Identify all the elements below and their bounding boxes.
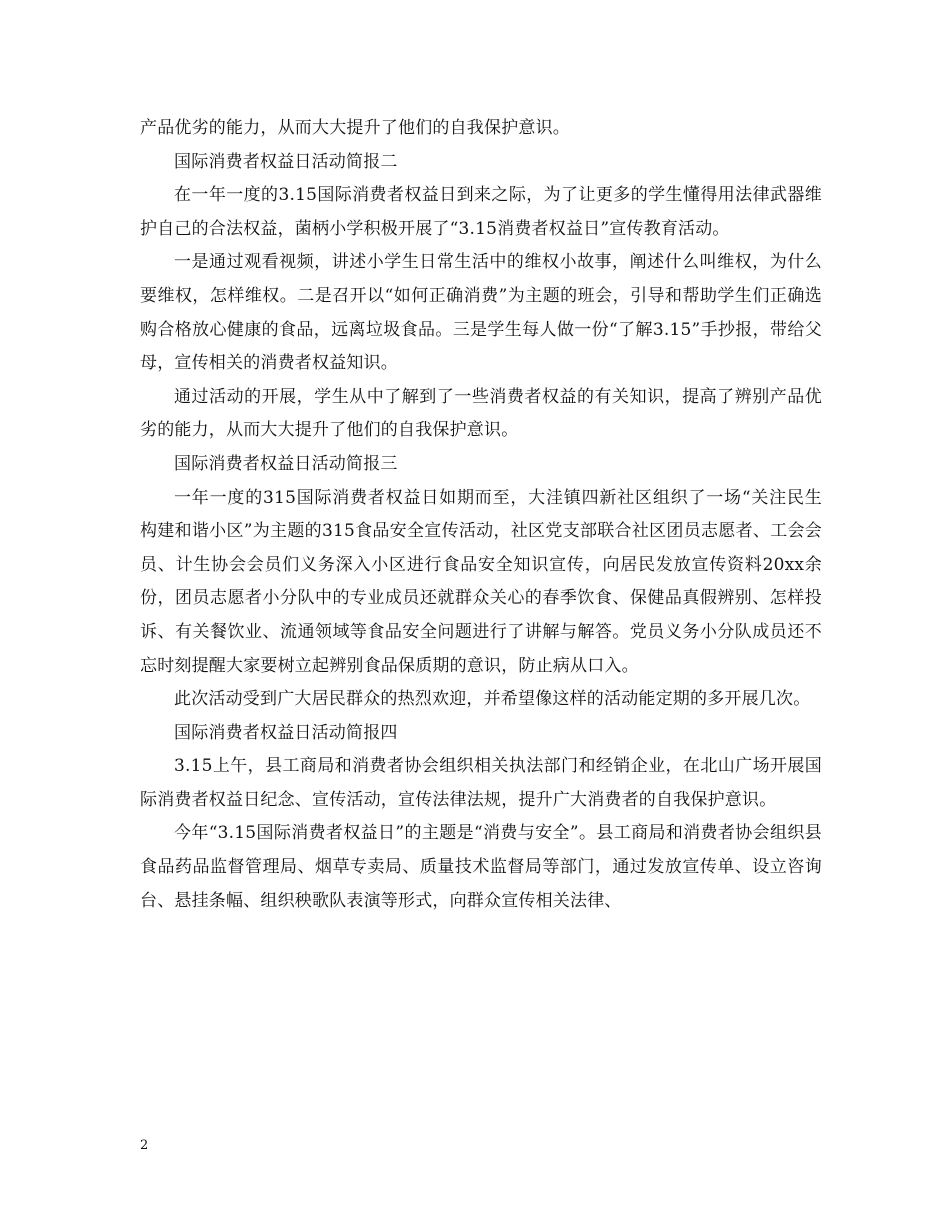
paragraph: 一是通过观看视频，讲述小学生日常生活中的维权小故事，阐述什么叫维权，为什么要维权，怎样维权。二是召开以“如何正确消费”为主题的班会，引导和帮助学生们正确选购合格放心健康的食品，远离垃圾食品。三是学生每人做一份“了解3.15”手抄报，带给父母，宣传相关的消费者权益知识。 xyxy=(140,252,822,374)
paragraph: 今年“3.15国际消费者权益日”的主题是“消费与安全”。县工商局和消费者协会组织县食品药品监督管理局、烟草专卖局、质量技术监督局等部门，通过发放宣传单、设立咨询台、悬挂条幅、组织秧歌队表演等形式，向群众宣传相关法律、 xyxy=(140,823,822,911)
page-number: 2 xyxy=(140,1138,149,1153)
document-body xyxy=(140,112,822,918)
section-heading-3: 国际消费者权益日活动简报三 xyxy=(174,453,398,474)
paragraph: 一年一度的315国际消费者权益日如期而至，大洼镇四新社区组织了一场“关注民生 构建和谐小区”为主题的315食品安全宣传活动，社区党支部联合社区团员志愿者、工会会员、计生协会会员们义务深入小区进行食品安全知识宣传，向居民发放宣传资料20xx余份，团员志愿者小分队中的专业成员还就群众关心的春季饮食、保健品真假辨别、怎样投诉、有关餐饮业、流通领域等食品安全问题进行了讲解与解答。党员义务小分队成员还不忘时刻提醒大家要树立起辨别食品保质期的意识，防止病从口入。 xyxy=(140,487,822,676)
section-heading-2: 国际消费者权益日活动简报二 xyxy=(174,151,398,172)
paragraph: 此次活动受到广大居民群众的热烈欢迎，并希望像这样的活动能定期的多开展几次。 xyxy=(174,689,811,710)
paragraph: 在一年一度的3.15国际消费者权益日到来之际，为了让更多的学生懂得用法律武器维护自己的合法权益，菌柄小学积极开展了“3.15消费者权益日”宣传教育活动。 xyxy=(140,185,822,239)
paragraph: 通过活动的开展，学生从中了解到了一些消费者权益的有关知识，提高了辨别产品优劣的能力，从而大大提升了他们的自我保护意识。 xyxy=(140,386,822,441)
paragraph-continuation: 产品优劣的能力，从而大大提升了他们的自我保护意识。 xyxy=(140,118,570,138)
section-heading-4: 国际消费者权益日活动简报四 xyxy=(174,722,398,743)
paragraph: 3.15上午，县工商局和消费者协会组织相关执法部门和经销企业，在北山广场开展国际消费者权益日纪念、宣传活动，宣传法律法规，提升广大消费者的自我保护意识。 xyxy=(140,756,822,810)
